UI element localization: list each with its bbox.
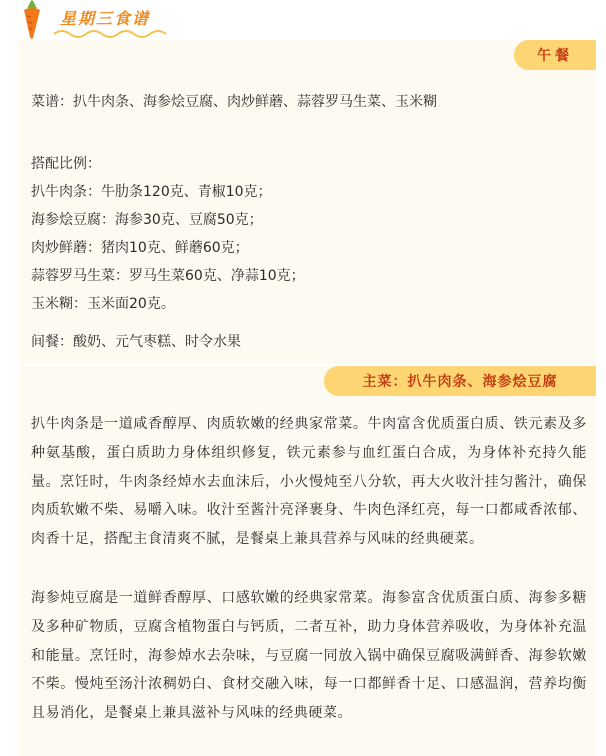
sea-cucumber-description: 海参炖豆腐是一道鲜香醇厚、口感软嫩的经典家常菜。海参富含优质蛋白质、海参多糖及多种矿物质，豆腐含植物蛋白与钙质，二者互补，助力身体营养吸收，为身体补充温和能量。烹饪时，海参焯水去杂味，与豆腐一同放入锅中确保豆腐吸满鲜香、海参软嫩不柴。慢炖至汤汁浓稠奶白、食材交融入味，每一口都鲜香十足、口感温润，营养均衡且易消化，是餐桌上兼具滋补与风味的经典硬菜。 <box>31 590 587 722</box>
wave-divider <box>52 28 170 40</box>
ratio-line: 蒜蓉罗马生菜：罗马生菜60克、净蒜10克； <box>31 268 305 284</box>
main-dish-panel <box>18 366 596 756</box>
ratio-line: 玉米糊：玉米面20克。 <box>31 296 175 312</box>
ratio-title: 搭配比例： <box>31 156 101 172</box>
ratio-line: 扒牛肉条：牛肋条120克、青椒10克； <box>31 184 272 200</box>
ratio-line: 海参烩豆腐：海参30克、豆腐50克； <box>31 212 263 228</box>
day-title: 星期三食谱 <box>60 9 151 28</box>
lunch-tag: 午餐 <box>514 40 596 70</box>
snack-line: 间餐：酸奶、元气枣糕、时令水果 <box>31 334 241 350</box>
carrot-icon <box>18 0 46 40</box>
menu-line: 菜谱：扒牛肉条、海参烩豆腐、肉炒鲜蘑、蒜蓉罗马生菜、玉米糊 <box>31 94 437 110</box>
ratio-block <box>31 150 305 318</box>
lunch-panel <box>18 40 596 364</box>
ratio-line: 肉炒鲜蘑：猪肉10克、鲜蘑60克； <box>31 240 249 256</box>
beef-description: 扒牛肉条是一道咸香醇厚、肉质软嫩的经典家常菜。牛肉富含优质蛋白质、铁元素及多种氨基酸，蛋白质助力身体组织修复，铁元素参与血红蛋白合成，为身体补充持久能量。烹饪时，牛肉条经焯水去血沫后，小火慢炖至八分软，再大火收汁挂匀酱汁，确保肉质软嫩不柴、易嚼入味。收汁至酱汁亮泽裹身、牛肉色泽红亮，每一口都咸香浓郁、肉香十足，搭配主食清爽不腻，是餐桌上兼具营养与风味的经典硬菜。 <box>31 416 587 548</box>
main-dish-tag: 主菜：扒牛肉条、海参烩豆腐 <box>324 366 596 396</box>
